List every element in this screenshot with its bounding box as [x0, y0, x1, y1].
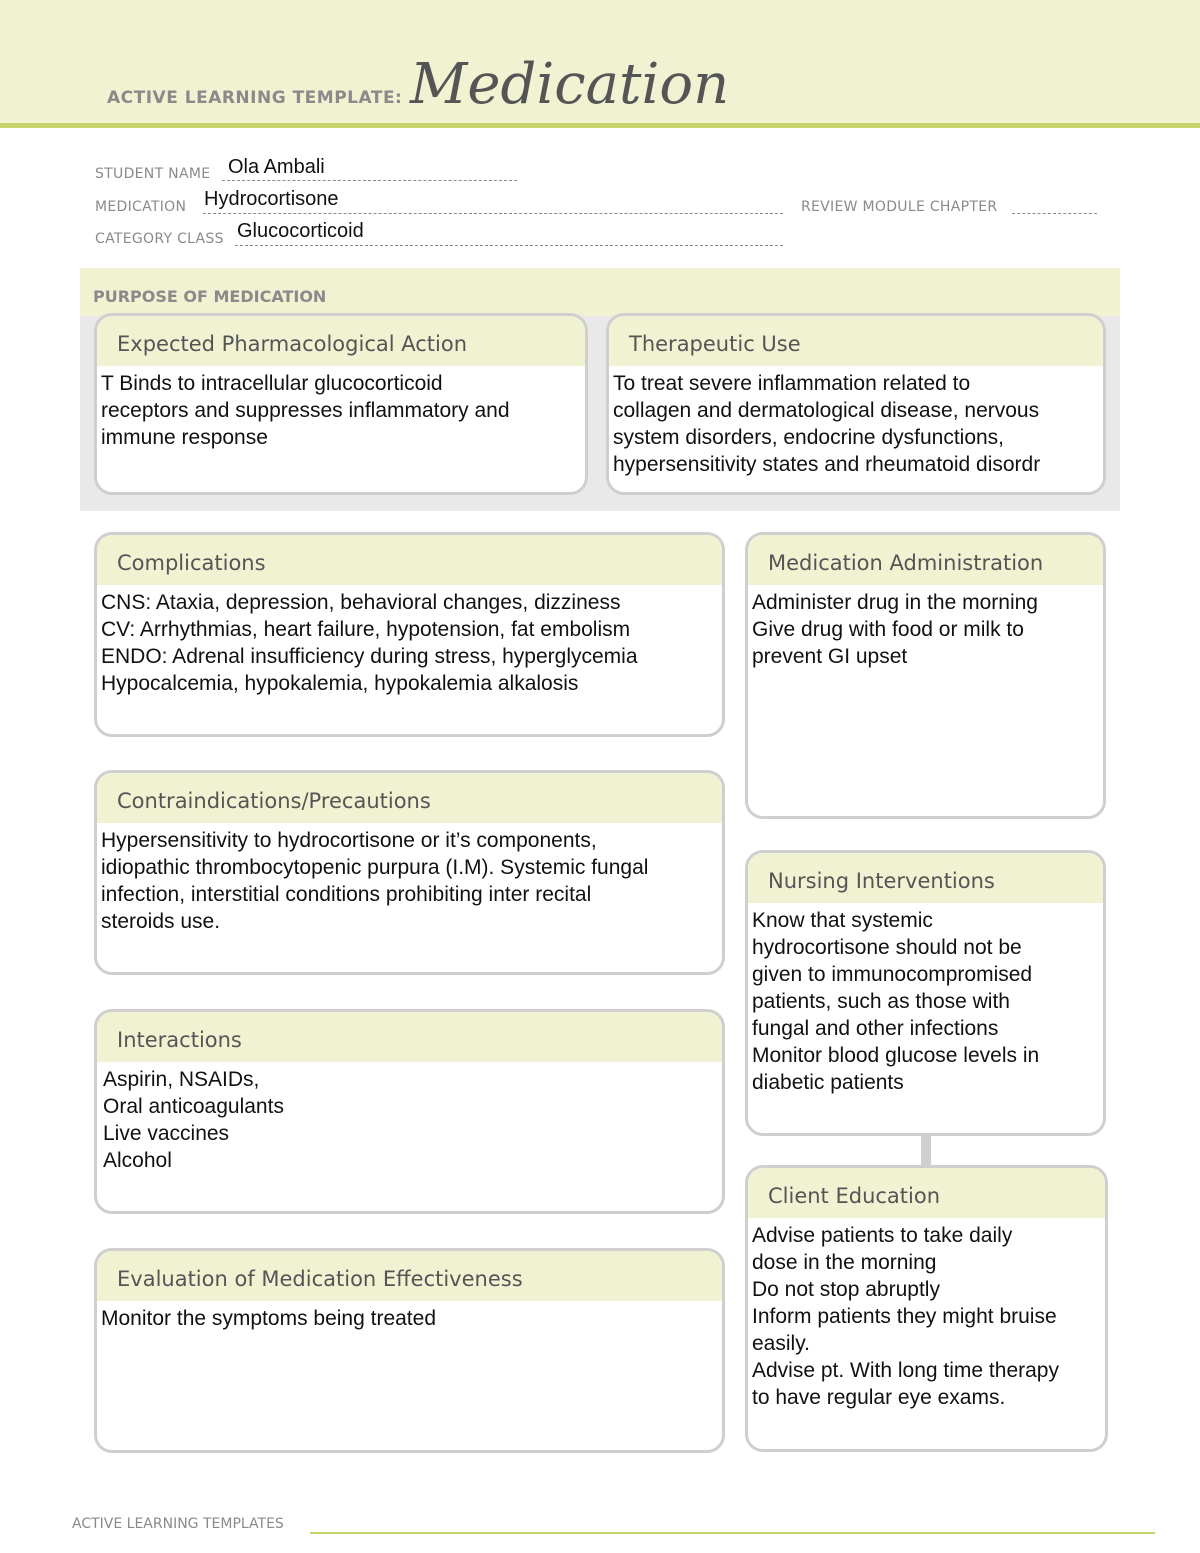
text-line: Alcohol: [103, 1149, 172, 1172]
footer-rule: [310, 1532, 1155, 1534]
therapeutic-use-box[interactable]: [606, 313, 1106, 495]
therapeutic-use-title: Therapeutic Use: [609, 316, 1103, 366]
page-title: Medication: [410, 52, 730, 117]
student-name-line: [222, 180, 517, 181]
expected-action-text: [97, 366, 585, 451]
text-line: hypersensitivity states and rheumatoid disordr: [613, 453, 1041, 476]
student-name-label: STUDENT NAME: [95, 166, 211, 182]
review-module-label: REVIEW MODULE CHAPTER: [801, 199, 998, 215]
text-line: Hypersensitivity to hydrocortisone or it’s components,: [101, 829, 597, 852]
contraindications-text: [97, 823, 722, 935]
student-name-field[interactable]: Ola Ambali: [228, 156, 325, 178]
text-line: CV: Arrhythmias, heart failure, hypotension, fat embolism: [101, 618, 631, 641]
text-line: T Binds to intracellular glucocorticoid: [101, 372, 443, 395]
text-line: receptors and suppresses inflammatory and: [101, 399, 510, 422]
complications-box[interactable]: [94, 532, 725, 737]
interactions-title: Interactions: [97, 1012, 722, 1062]
category-class-field[interactable]: Glucocorticoid: [237, 220, 364, 242]
text-line: infection, interstitial conditions prohibiting inter recital: [101, 883, 592, 906]
text-line: Do not stop abruptly: [752, 1278, 940, 1301]
medication-field[interactable]: Hydrocortisone: [204, 188, 339, 210]
template-label: ACTIVE LEARNING TEMPLATE:: [107, 88, 403, 108]
expected-action-box[interactable]: [94, 313, 588, 495]
text-line: Oral anticoagulants: [103, 1095, 284, 1118]
purpose-label: PURPOSE OF MEDICATION: [93, 287, 327, 306]
text-line: Monitor the symptoms being treated: [101, 1307, 436, 1330]
text-line: fungal and other infections: [752, 1017, 999, 1040]
text-line: Know that systemic: [752, 909, 933, 932]
text-line: Give drug with food or milk to: [752, 618, 1024, 641]
expected-action-title: Expected Pharmacological Action: [97, 316, 585, 366]
text-line: Live vaccines: [103, 1122, 230, 1145]
text-line: steroids use.: [101, 910, 221, 933]
text-line: patients, such as those with: [752, 990, 1010, 1013]
text-line: given to immunocompromised: [752, 963, 1033, 986]
medication-label: MEDICATION: [95, 199, 187, 215]
administration-text: [748, 585, 1103, 670]
evaluation-title: Evaluation of Medication Effectiveness: [97, 1251, 722, 1301]
text-line: hydrocortisone should not be: [752, 936, 1022, 959]
interactions-text: [97, 1062, 722, 1174]
evaluation-box[interactable]: [94, 1248, 725, 1453]
text-line: Monitor blood glucose levels in: [752, 1044, 1040, 1067]
evaluation-text: [97, 1301, 722, 1332]
administration-box[interactable]: [745, 532, 1106, 819]
administration-title: Medication Administration: [748, 535, 1103, 585]
text-line: CNS: Ataxia, depression, behavioral changes, dizziness: [101, 591, 621, 614]
nursing-interventions-title: Nursing Interventions: [748, 853, 1103, 903]
text-line: easily.: [752, 1332, 810, 1355]
nursing-interventions-text: [748, 903, 1103, 1096]
client-education-title: Client Education: [748, 1168, 1105, 1218]
footer-text: ACTIVE LEARNING TEMPLATES: [72, 1516, 284, 1532]
box-connector: [921, 1133, 931, 1165]
client-education-box[interactable]: [745, 1165, 1108, 1452]
complications-title: Complications: [97, 535, 722, 585]
text-line: diabetic patients: [752, 1071, 904, 1094]
category-class-label: CATEGORY CLASS: [95, 231, 224, 247]
review-module-line: [1012, 213, 1097, 214]
text-line: collagen and dermatological disease, nervous: [613, 399, 1040, 422]
contraindications-box[interactable]: [94, 770, 725, 975]
category-class-line: [235, 245, 783, 246]
text-line: system disorders, endocrine dysfunctions,: [613, 426, 1005, 449]
text-line: Advise patients to take daily: [752, 1224, 1013, 1247]
client-education-text: [748, 1218, 1105, 1411]
text-line: To treat severe inflammation related to: [613, 372, 971, 395]
interactions-box[interactable]: [94, 1009, 725, 1214]
text-line: immune response: [101, 426, 268, 449]
complications-text: [97, 585, 722, 697]
text-line: Administer drug in the morning: [752, 591, 1038, 614]
text-line: ENDO: Adrenal insufficiency during stress, hyperglycemia: [101, 645, 638, 668]
text-line: Aspirin, NSAIDs,: [103, 1068, 260, 1091]
medication-line: [203, 213, 783, 214]
nursing-interventions-box[interactable]: [745, 850, 1106, 1136]
text-line: prevent GI upset: [752, 645, 908, 668]
text-line: Advise pt. With long time therapy: [752, 1359, 1059, 1382]
text-line: Inform patients they might bruise: [752, 1305, 1057, 1328]
text-line: to have regular eye exams.: [752, 1386, 1006, 1409]
text-line: Hypocalcemia, hypokalemia, hypokalemia alkalosis: [101, 672, 579, 695]
therapeutic-use-text: [609, 366, 1103, 478]
text-line: idiopathic thrombocytopenic purpura (I.M). Systemic fungal: [101, 856, 649, 879]
contraindications-title: Contraindications/Precautions: [97, 773, 722, 823]
text-line: dose in the morning: [752, 1251, 937, 1274]
